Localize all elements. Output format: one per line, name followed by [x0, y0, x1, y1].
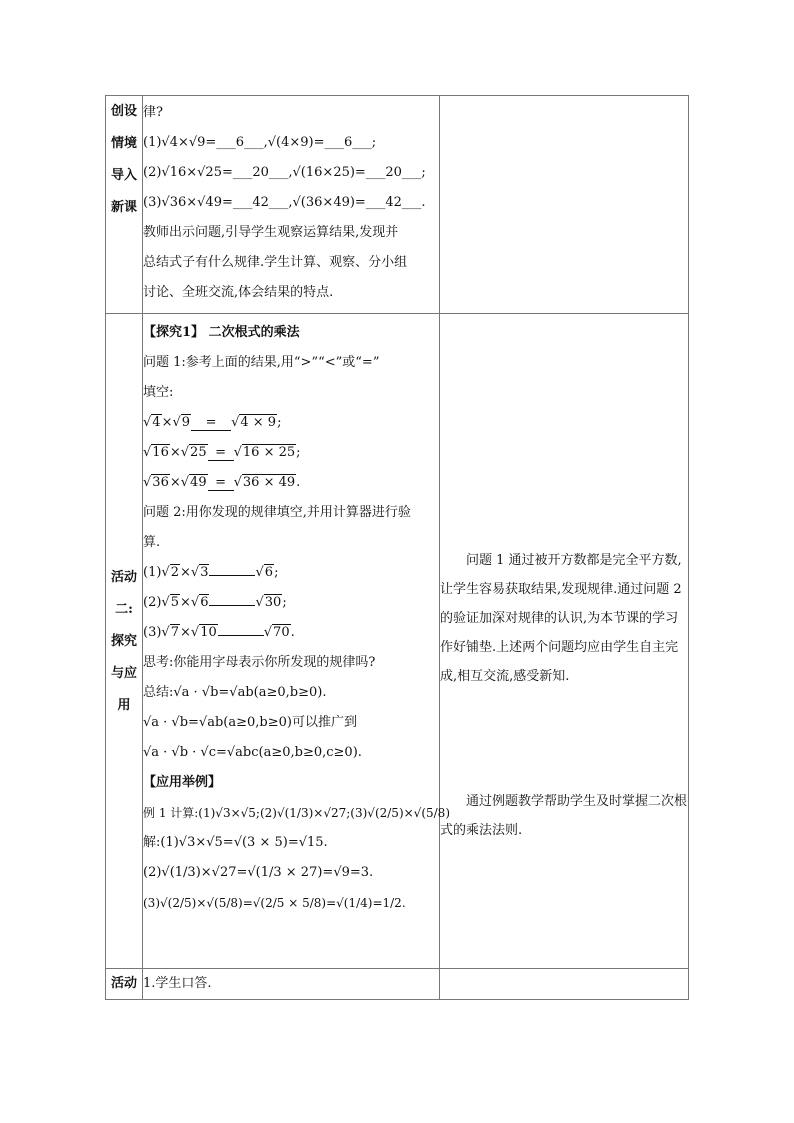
row-content — [143, 96, 440, 314]
text-line: (3)√36×√49=___42___,√(36×49)=___42___. — [143, 195, 426, 210]
label-char: 新课 — [110, 200, 137, 215]
compare-line: √4×√9 = √4 × 9; — [143, 415, 282, 430]
radicand: 2 — [170, 565, 179, 580]
text-line: (1)√4×√9=___6___,√(4×9)=___6___; — [143, 135, 377, 150]
radicand: 5 — [170, 595, 179, 610]
teaching-note: 问题 1 通过被开方数都是完全平方数,让学生容易获取结果,发现规律.通过问题 2 的验证加深对规律的认识,为本节课的学习作好铺垫.上述两个问题均应由学生自主完成,相互交流,感受新知. — [440, 553, 682, 684]
section-title: 【应用举例】 — [143, 775, 222, 790]
notes-cell — [440, 314, 689, 969]
table-row — [106, 969, 689, 1000]
fill-line: (3)√7×√10 √70. — [143, 625, 295, 640]
text-line: 问题 1:参考上面的结果,用“>”“<”或“=” — [143, 355, 380, 370]
radicand: 10 — [200, 625, 217, 640]
fill-line: (2)√5×√6 √30; — [143, 595, 287, 610]
text-line: (2)√16×√25=___20___,√(16×25)=___20___; — [143, 165, 426, 180]
text-line: 问题 2:用你发现的规律填空,并用计算器进行验 — [143, 505, 411, 520]
solution-line: (3)√(2/5)×√(5/8)=√(2/5 × 5/8)=√(1/4)=1/2. — [143, 896, 406, 910]
label-char: 活动 — [110, 976, 137, 991]
row-label — [106, 314, 143, 969]
text-line: 思考:你能用字母表示你所发现的规律吗? — [143, 655, 376, 670]
text-line: 律? — [143, 105, 163, 120]
text-line: 1.学生口答. — [143, 976, 212, 991]
radicand: 4 — [152, 415, 161, 430]
radicand: 16 × 25 — [242, 445, 296, 460]
text-line: 总结:√a · √b=√ab(a≥0,b≥0). — [143, 685, 327, 700]
lesson-plan-table — [105, 95, 689, 1000]
radicand: 30 — [264, 595, 282, 610]
section-title: 【探究1】 二次根式的乘法 — [143, 325, 300, 340]
item-number: (2) — [143, 595, 162, 610]
fill-line: (1)√2×√3 √6; — [143, 565, 279, 580]
answer-blank: = — [191, 415, 231, 431]
text-line: √a · √b=√ab(a≥0,b≥0)可以推广到 — [143, 715, 357, 730]
radicand: 6 — [264, 565, 274, 580]
label-char: 用 — [117, 698, 131, 713]
label-char: 二: — [115, 602, 133, 617]
text-line: 算. — [143, 535, 161, 550]
radicand: 4 × 9 — [240, 415, 277, 430]
radicand: 16 — [152, 445, 169, 460]
label-char: 与应 — [110, 666, 137, 681]
compare-line: √16×√25 = √16 × 25; — [143, 445, 301, 460]
solution-line: 解:(1)√3×√5=√(3 × 5)=√15. — [143, 835, 328, 850]
row-content — [143, 969, 440, 1000]
label-char: 导入 — [110, 168, 137, 183]
radicand: 7 — [170, 625, 179, 640]
item-number: (3) — [143, 625, 162, 640]
answer-blank — [209, 605, 255, 606]
radicand: 9 — [181, 415, 191, 430]
text-line: 填空: — [143, 385, 174, 400]
label-char: 探究 — [110, 634, 137, 649]
radicand: 3 — [200, 565, 209, 580]
radicand: 36 — [152, 475, 169, 490]
radicand: 6 — [200, 595, 209, 610]
text-line: 讨论、全班交流,体会结果的特点. — [143, 285, 334, 300]
item-number: (1) — [143, 565, 162, 580]
answer-blank — [209, 575, 255, 576]
answer-blank: = — [208, 475, 234, 491]
row-label — [106, 96, 143, 314]
radicand: 36 × 49 — [242, 475, 296, 490]
text-line: 教师出示问题,引导学生观察运算结果,发现并 — [143, 225, 399, 240]
label-char: 创设 — [110, 104, 137, 119]
solution-line: (2)√(1/3)×√27=√(1/3 × 27)=√9=3. — [143, 865, 374, 880]
answer-blank — [218, 635, 264, 636]
label-char: 活动 — [110, 570, 137, 585]
text-line: 总结式子有什么规律.学生计算、观察、分小组 — [143, 255, 408, 270]
teaching-note: 通过例题教学帮助学生及时掌握二次根式的乘法法则. — [440, 794, 688, 838]
notes-cell — [440, 969, 689, 1000]
compare-line: √36×√49 = √36 × 49. — [143, 475, 301, 490]
notes-cell — [440, 96, 689, 314]
radicand: 49 — [190, 475, 207, 490]
radicand: 70 — [273, 625, 290, 640]
table-row — [106, 314, 689, 969]
radicand: 25 — [190, 445, 207, 460]
label-char: 情境 — [110, 136, 137, 151]
example-line: 例 1 计算:(1)√3×√5;(2)√(1/3)×√27;(3)√(2/5)×√(5/8) — [143, 806, 450, 820]
row-content — [143, 314, 450, 969]
answer-blank: = — [208, 445, 234, 461]
row-label — [106, 969, 143, 1000]
table-row — [106, 96, 689, 314]
text-line: √a · √b · √c=√abc(a≥0,b≥0,c≥0). — [143, 745, 362, 760]
